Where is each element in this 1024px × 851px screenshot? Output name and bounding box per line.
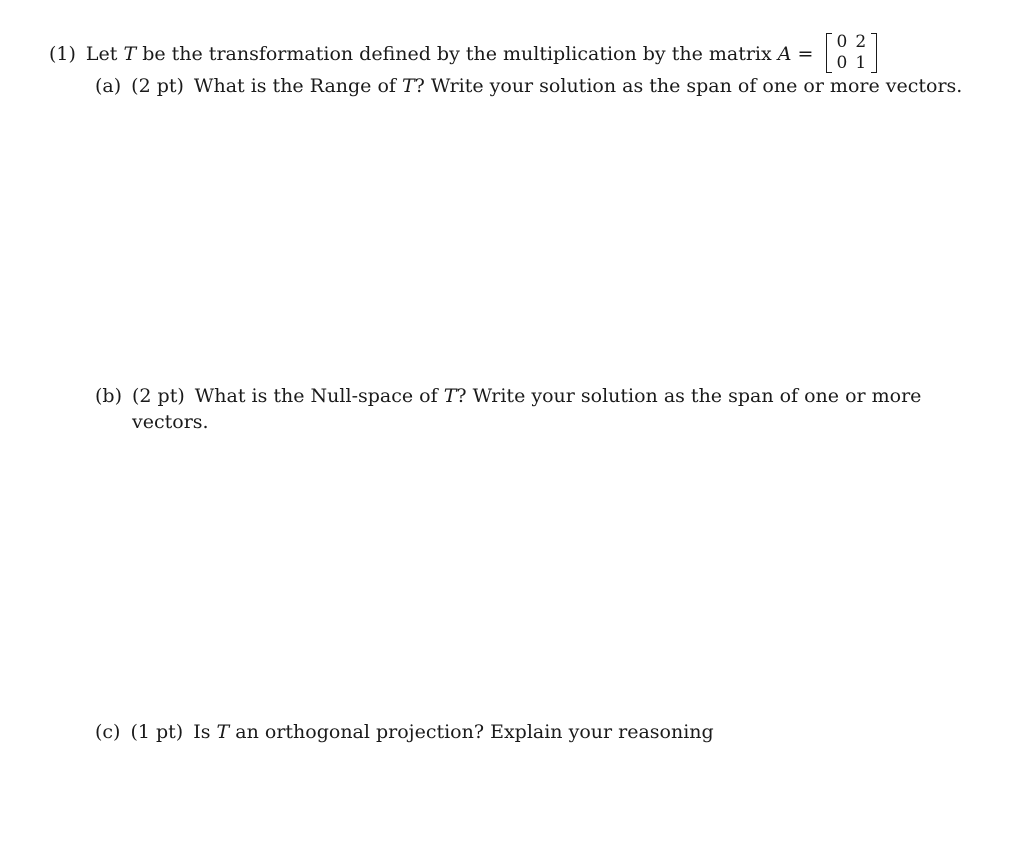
variable-T: T xyxy=(443,385,457,407)
part-b-label: (b) xyxy=(95,385,122,407)
matrix-entry: 0 xyxy=(836,32,848,52)
part-c-text-start: Is xyxy=(193,721,211,743)
variable-T: T xyxy=(216,721,230,743)
equals-sign: = xyxy=(797,43,814,65)
part-a-text-start: What is the Range of xyxy=(193,75,396,97)
part-b-continuation: vectors. xyxy=(132,411,209,433)
part-b-points: (2 pt) xyxy=(132,385,185,407)
variable-A: A xyxy=(777,43,792,65)
variable-T: T xyxy=(401,75,415,97)
part-c-points: (1 pt) xyxy=(130,721,184,743)
matrix-A xyxy=(826,32,878,74)
part-b-text-start: What is the Null-space of xyxy=(194,385,438,407)
variable-T: T xyxy=(123,43,137,65)
part-c xyxy=(95,719,714,745)
question-text-rest: be the transformation defined by the multiplication by the matrix xyxy=(142,43,772,65)
part-a-label: (a) xyxy=(95,75,122,97)
part-c-text-rest: an orthogonal projection? Explain your reasoning xyxy=(235,721,714,743)
matrix-entry: 1 xyxy=(855,53,867,73)
question-number: (1) xyxy=(49,43,76,65)
question-text-start: Let xyxy=(85,43,118,65)
part-a xyxy=(95,73,962,99)
part-b xyxy=(95,383,921,409)
matrix-entry: 0 xyxy=(836,53,848,73)
part-b-text-rest: ? Write your solution as the span of one or more xyxy=(456,385,922,407)
question-1 xyxy=(49,34,877,76)
part-a-points: (2 pt) xyxy=(131,75,184,97)
part-c-label: (c) xyxy=(95,721,121,743)
part-a-text-rest: ? Write your solution as the span of one or more vectors. xyxy=(414,75,963,97)
matrix-entry: 2 xyxy=(855,32,867,52)
